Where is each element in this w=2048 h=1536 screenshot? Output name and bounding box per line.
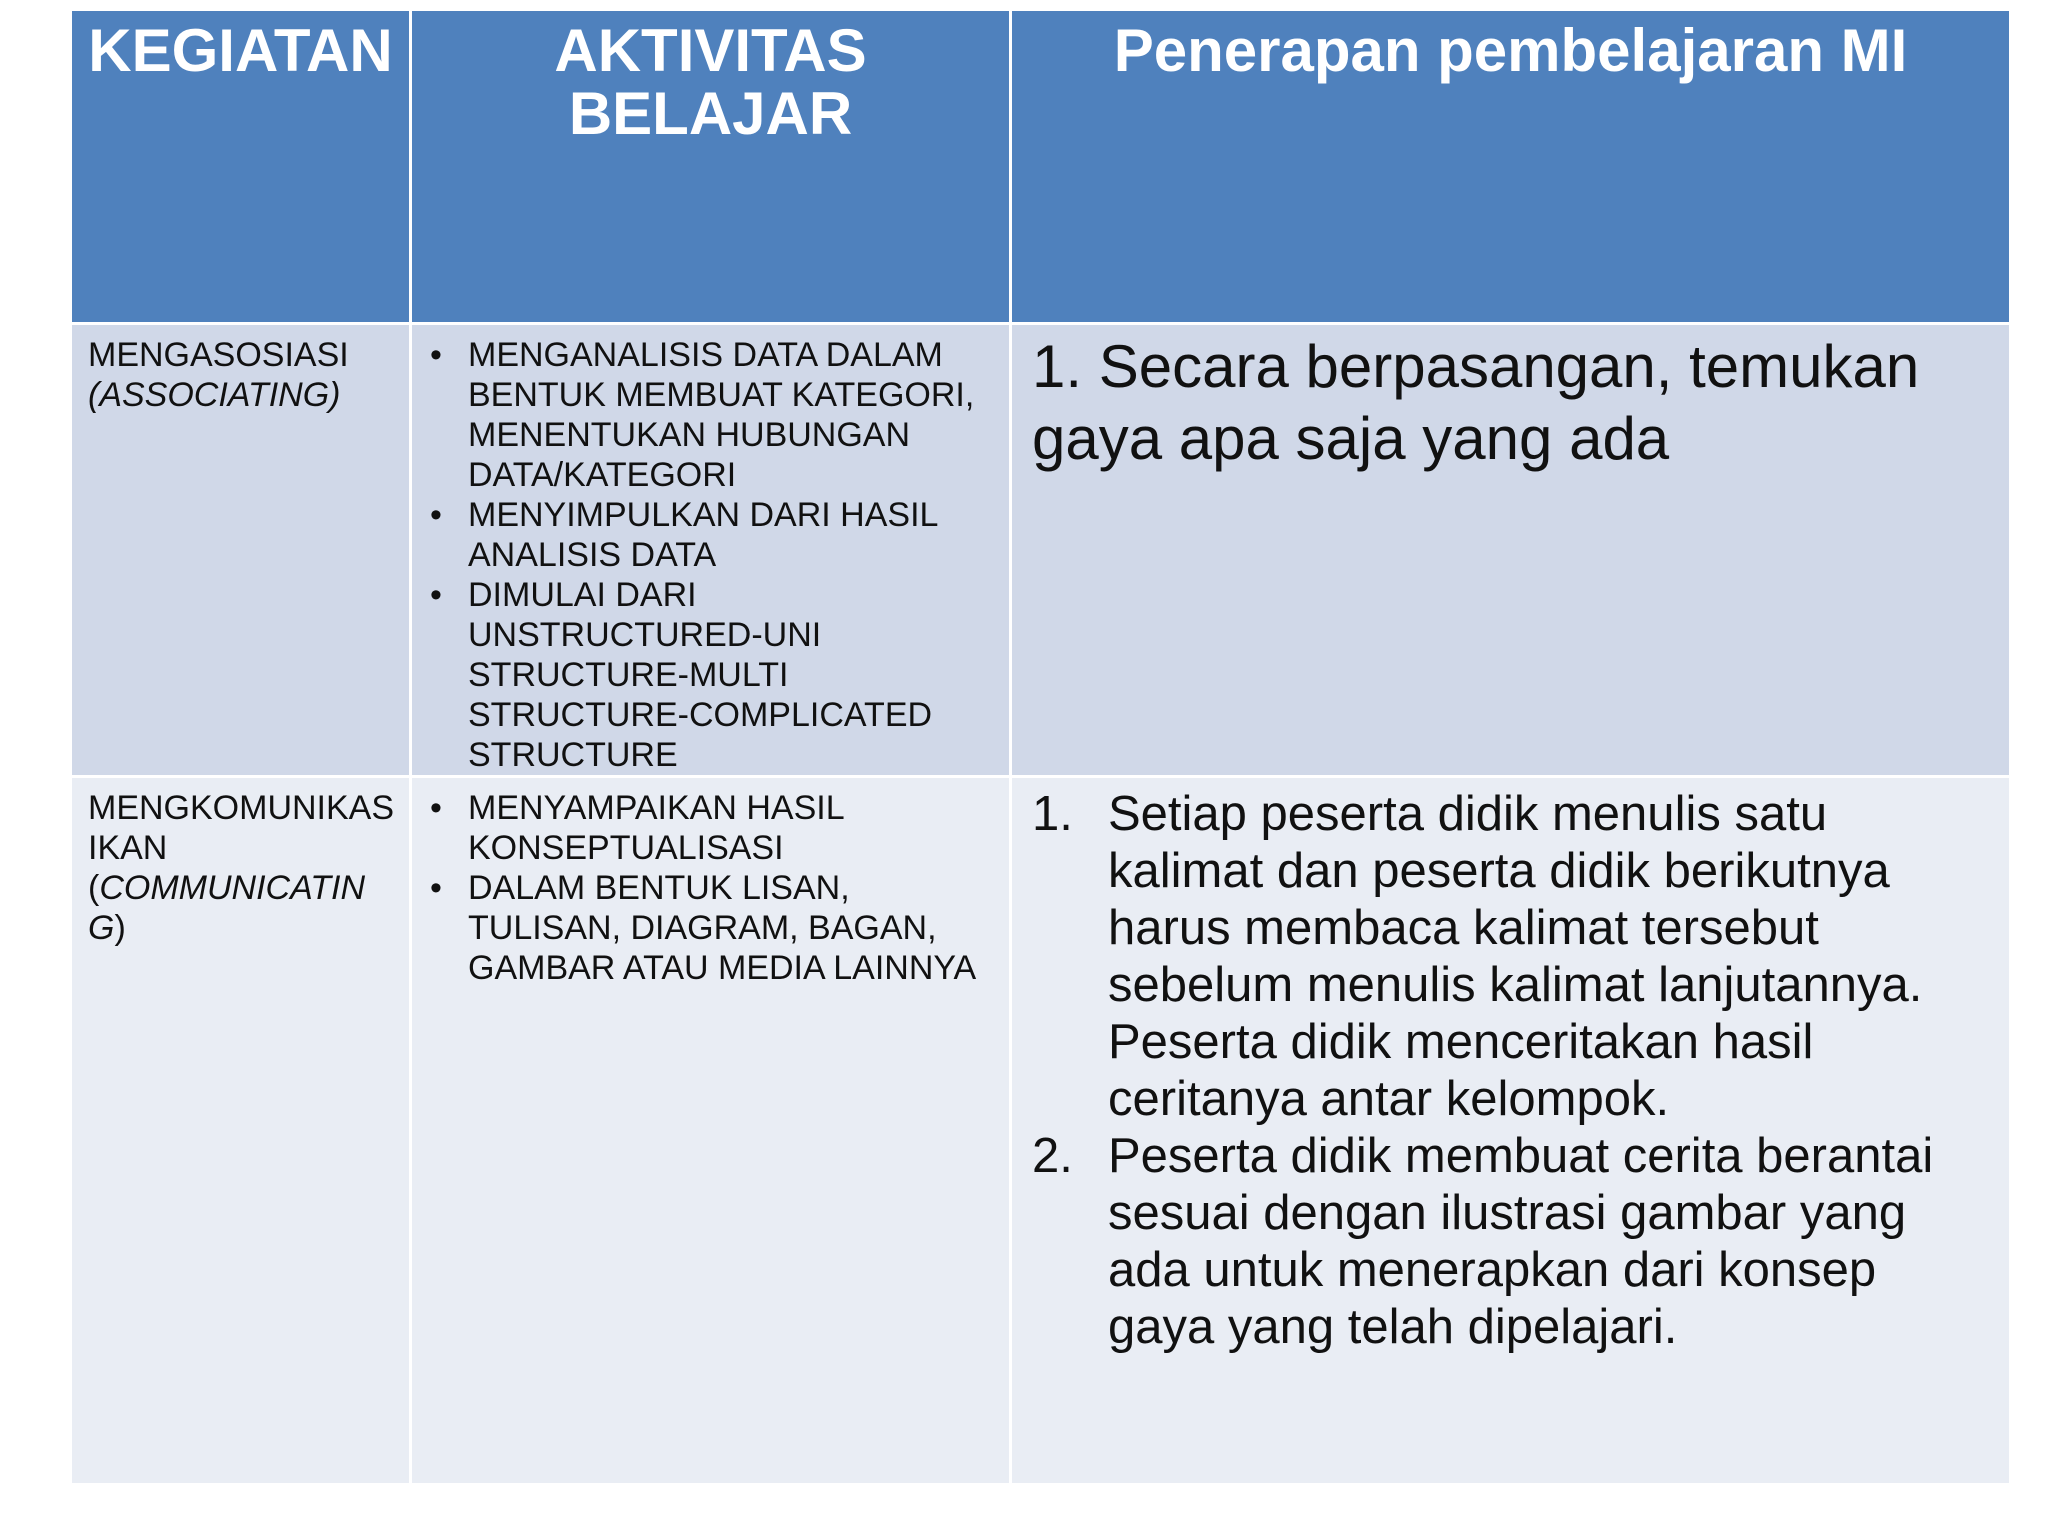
aktivitas-item: • DIMULAI DARI UNSTRUCTURED-UNI STRUCTURE-MULTI STRUCTURE-COMPLICATED STRUCTURE [428,575,997,775]
penerapan-item [1032,1128,1985,1356]
kegiatan-label: MENGASOSIASI [88,336,349,374]
aktivitas-item: • DALAM BENTUK LISAN, TULISAN, DIAGRAM, BAGAN, GAMBAR ATAU MEDIA LAINNYA [428,868,997,988]
item-number: 1. [1032,787,1073,841]
kegiatan-table [69,8,2012,1486]
aktivitas-cell [411,777,1011,1485]
aktivitas-item: • MENGANALISIS DATA DALAM BENTUK MEMBUAT KATEGORI, MENENTUKAN HUBUNGAN DATA/KATEGORI [428,335,997,495]
kegiatan-english-label: COMMUNICATING [88,869,366,947]
table-header-row [71,10,2011,324]
aktivitas-cell [411,324,1011,777]
table-row-mengasosiasi [71,324,2011,777]
kegiatan-cell [71,777,411,1485]
aktivitas-list [412,325,1009,775]
penerapan-text: 1. Secara berpasangan, temukan gaya apa saja yang ada [1032,333,1920,472]
penerapan-list [1012,778,2009,1356]
paren-close: ) [114,909,126,947]
item-number: 2. [1032,1129,1073,1183]
kegiatan-english-label: (ASSOCIATING) [88,376,341,414]
table-row-mengkomunikasikan [71,777,2011,1485]
aktivitas-item: • MENYIMPULKAN DARI HASIL ANALISIS DATA [428,495,997,575]
item-text: Setiap peserta didik menulis satu kalimat dan peserta didik berikutnya harus membaca kalimat tersebut sebelum menulis kalimat lanjutannya. Peserta didik menceritakan hasil ceritanya antar kelompok. [1108,787,1923,1126]
header-kegiatan: KEGIATAN [71,10,411,324]
kegiatan-cell [71,324,411,777]
penerapan-cell [1011,777,2011,1485]
penerapan-cell [1011,324,2011,777]
kegiatan-label: MENGKOMUNIKASIKAN [88,789,395,867]
aktivitas-list [412,778,1009,988]
paren-open: ( [88,869,100,907]
header-penerapan: Penerapan pembelajaran MI [1011,10,2011,324]
aktivitas-item: • MENYAMPAIKAN HASIL KONSEPTUALISASI [428,788,997,868]
item-text: Peserta didik membuat cerita berantai sesuai dengan ilustrasi gambar yang ada untuk menerapkan dari konsep gaya yang telah dipelajari. [1108,1129,1934,1354]
header-aktivitas-belajar: AKTIVITAS BELAJAR [411,10,1011,324]
penerapan-item [1032,786,1985,1128]
